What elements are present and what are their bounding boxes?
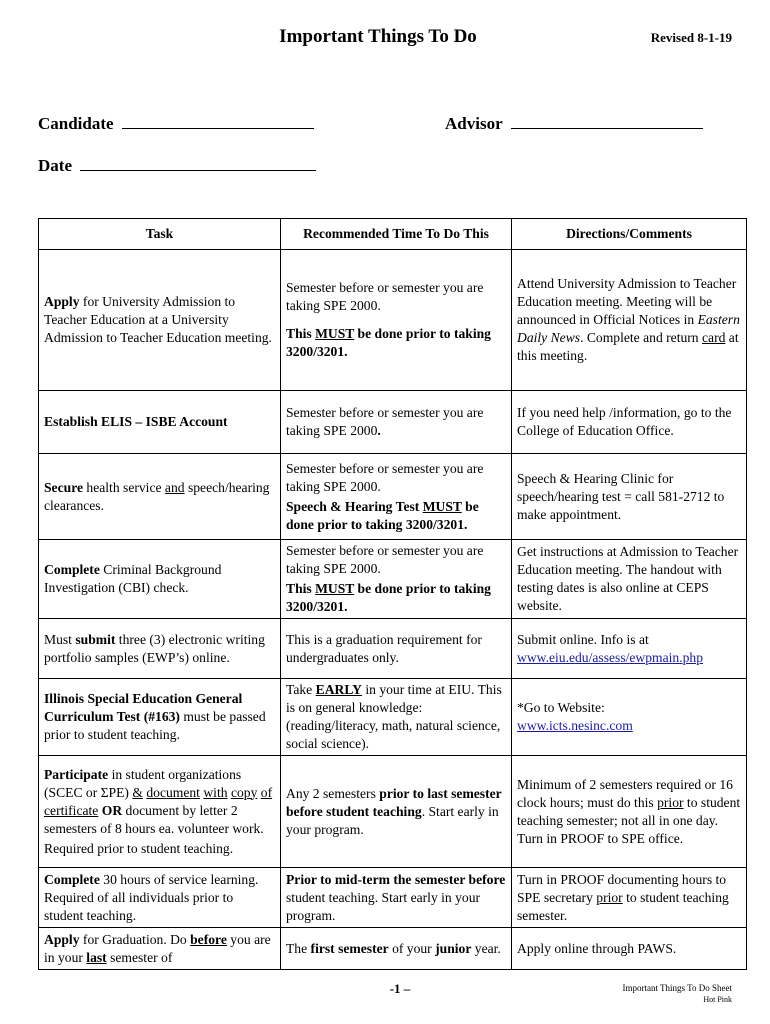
page-number: -1 – (389, 981, 411, 996)
time-cell: The first semester of your junior year. (281, 928, 512, 970)
advisor-blank-line[interactable] (511, 111, 703, 129)
advisor-field (445, 111, 703, 134)
table-row (39, 250, 747, 391)
column-header-time: Recommended Time To Do This (281, 219, 512, 250)
table-row (39, 756, 747, 868)
table-row (39, 619, 747, 679)
icts-link[interactable]: www.icts.nesinc.com (517, 718, 633, 733)
table-row (39, 391, 747, 454)
time-cell: Semester before or semester you are taking SPE 2000. Speech & Hearing Test MUST be done prior to taking 3200/3201. (281, 454, 512, 540)
table-row (39, 928, 747, 970)
advisor-label: Advisor (445, 114, 503, 133)
footer-paper-color: Hot Pink (703, 995, 732, 1004)
revision-date: Revised 8-1-19 (650, 30, 732, 45)
time-cell: This is a graduation requirement for undergraduates only. (281, 619, 512, 679)
date-label: Date (38, 156, 72, 175)
comments-cell: Speech & Hearing Clinic for speech/hearing test = call 581-2712 to make appointment. (512, 454, 747, 540)
task-cell: Establish ELIS – ISBE Account (39, 391, 281, 454)
candidate-blank-line[interactable] (122, 111, 314, 129)
task-table (38, 218, 747, 970)
comments-cell: Attend University Admission to Teacher Education meeting. Meeting will be announced in Official Notices in Eastern Daily News. Complete and return card at this meeting. (512, 250, 747, 391)
time-cell: Semester before or semester you are taking SPE 2000. This MUST be done prior to taking 3200/3201. (281, 250, 512, 391)
task-cell: Apply for Graduation. Do before you are in your last semester of (39, 928, 281, 970)
task-cell: Complete Criminal Background Investigation (CBI) check. (39, 540, 281, 619)
footer-sheet-name: Important Things To Do Sheet (622, 983, 732, 993)
time-cell: Any 2 semesters prior to last semester before student teaching. Start early in your program. (281, 756, 512, 868)
task-cell: Apply for University Admission to Teacher Education at a University Admission to Teacher Education meeting. (39, 250, 281, 391)
task-cell: Secure health service and speech/hearing clearances. (39, 454, 281, 540)
task-cell: Illinois Special Education General Curriculum Test (#163) must be passed prior to student teaching. (39, 679, 281, 756)
candidate-label: Candidate (38, 114, 114, 133)
table-header-row (39, 219, 747, 250)
table-row (39, 868, 747, 928)
task-cell: Participate in student organizations (SCEC or ΣPE) & document with copy of certificate OR document by letter 2 semesters of 8 hours ea. volunteer work. Required prior to student teaching. (39, 756, 281, 868)
task-cell: Must submit three (3) electronic writing portfolio samples (EWP’s) online. (39, 619, 281, 679)
task-cell: Complete 30 hours of service learning. Required of all individuals prior to student teaching. (39, 868, 281, 928)
ewp-link[interactable]: www.eiu.edu/assess/ewpmain.php (517, 649, 703, 665)
table-row (39, 540, 747, 619)
comments-cell: If you need help /information, go to the College of Education Office. (512, 391, 747, 454)
comments-cell: Submit online. Info is at www.eiu.edu/assess/ewpmain.php (512, 619, 747, 679)
comments-cell: *Go to Website: www.icts.nesinc.com (512, 679, 747, 756)
date-field (38, 153, 316, 176)
time-cell: Prior to mid-term the semester before student teaching. Start early in your program. (281, 868, 512, 928)
comments-cell: Apply online through PAWS. (512, 928, 747, 970)
table-row (39, 454, 747, 540)
candidate-field (38, 111, 314, 134)
comments-cell: Get instructions at Admission to Teacher Education meeting. The handout with testing dates is also online at CEPS website. (512, 540, 747, 619)
time-cell: Take EARLY in your time at EIU. This is on general knowledge: (reading/literacy, math, natural science, social science). (281, 679, 512, 756)
column-header-task: Task (39, 219, 281, 250)
comments-cell: Minimum of 2 semesters required or 16 clock hours; must do this prior to student teaching semester; not all in one day. Turn in PROOF to SPE office. (512, 756, 747, 868)
time-cell: Semester before or semester you are taking SPE 2000. This MUST be done prior to taking 3200/3201. (281, 540, 512, 619)
column-header-directions: Directions/Comments (512, 219, 747, 250)
date-blank-line[interactable] (80, 153, 316, 171)
time-cell: Semester before or semester you are taking SPE 2000. (281, 391, 512, 454)
comments-cell: Turn in PROOF documenting hours to SPE secretary prior to student teaching semester. (512, 868, 747, 928)
page-title: Important Things To Do (279, 26, 477, 47)
table-row (39, 679, 747, 756)
